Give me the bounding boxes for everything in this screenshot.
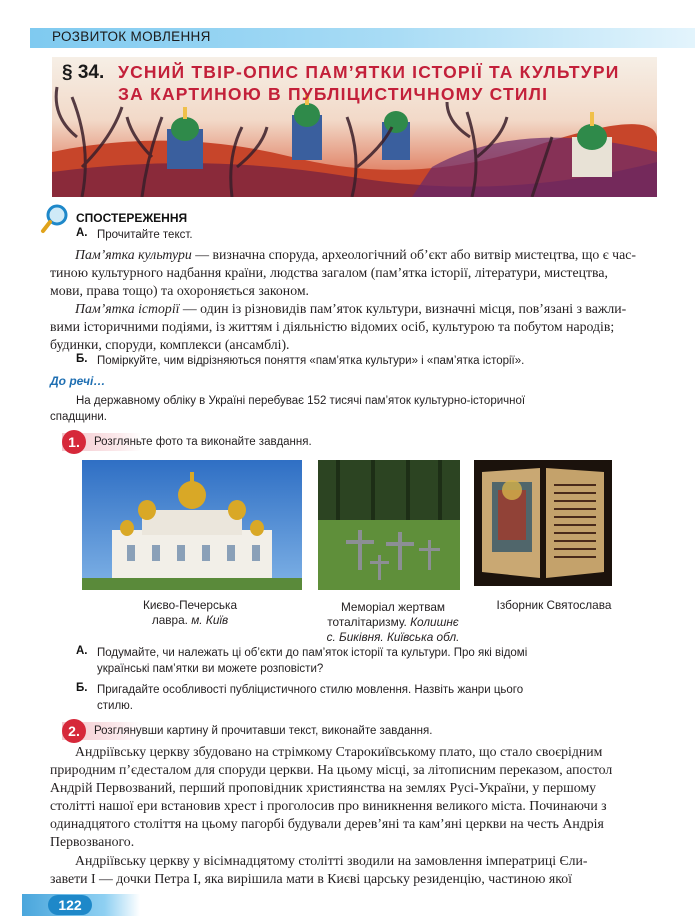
task-1-a-line-2: українські пам’ятки ви можете розповісти? <box>97 663 324 675</box>
task-a-text: Прочитайте текст. <box>97 229 193 241</box>
fact-heading: До речі… <box>50 374 106 388</box>
caption-lavra-place: м. Київ <box>191 613 229 627</box>
caption-memorial-line-3 <box>313 630 473 645</box>
caption-memorial-line-2 <box>313 615 473 630</box>
task-2-badge: 2. <box>62 719 86 743</box>
task-b-text: Поміркуйте, чим відрізняються поняття «пам’ятка культури» і «пам’ятка історії». <box>97 355 525 367</box>
observation-heading: СПОСТЕРЕЖЕННЯ <box>76 211 188 225</box>
text-paragraph-2-line-1: Андріївську церкву у вісімнадцятому столітті зводили на замовлення імператриці Єли- <box>75 853 588 868</box>
lesson-title-line-2: ЗА КАРТИНОЮ В ПУБЛІЦИСТИЧНОМУ СТИЛІ <box>118 84 549 104</box>
photo-izbornyk-sviatoslava <box>474 460 612 586</box>
definition-history-text: — один із різновидів пам’яток культури, визначні місця, пов’язані з важли- <box>179 301 627 316</box>
task-1-b-line-1: Пригадайте особливості публіцистичного стилю мовлення. Назвіть жанри цього <box>97 684 524 696</box>
text-paragraph-1-line-2: природним п’єдесталом для споруди церкви. На цьому місці, за літописним переказом, апостол <box>50 762 613 777</box>
photo-bykivnia-memorial <box>318 460 460 590</box>
caption-memorial-line-1: Меморіал жертвам <box>340 600 446 614</box>
caption-memorial <box>313 600 473 645</box>
definition-history-line-3: будинки, споруди, комплекси (ансамблі). <box>50 337 290 352</box>
caption-lavra <box>120 598 260 628</box>
definition-culture-line-2: тиною культурного надбання країни, людства загалом (пам’ятка історії, літератури, мистецтва, <box>50 265 608 280</box>
text-paragraph-1-line-4: столітті нашої ери встановив хрест і проголосив про виникнення великого міста. Починаючи з <box>50 798 607 813</box>
page-number: 122 <box>48 895 92 915</box>
task-1-b-label: Б. <box>76 682 88 694</box>
text-paragraph-1-line-1: Андріївську церкву збудовано на стрімкому Старокиївському плато, що стало своєрідним <box>75 744 603 759</box>
photo-kyiv-pechersk-lavra <box>82 460 302 590</box>
task-a-label: А. <box>76 227 88 239</box>
definition-culture-line-3: мови, права тощо) та охороняється законом. <box>50 283 310 298</box>
caption-memorial-place: Колишнє <box>410 615 459 629</box>
text-paragraph-1-line-3: Андрій Первозваний, перший проповідник християнства на землях Русі-України, у першому <box>50 780 597 795</box>
fact-line-2: спадщини. <box>50 411 107 423</box>
definition-history-line-2: вими історичними подіями, із життям і діяльністю відомих осіб, культурою та побутом народів; <box>50 319 615 334</box>
task-1-badge: 1. <box>62 430 86 454</box>
caption-lavra-line-2 <box>120 613 260 628</box>
paragraph-number: § 34. <box>62 62 105 83</box>
text-paragraph-2-line-2: завети І — дочки Петра І, яка вирішила мати в Києві царську резиденцію, частиною якої <box>50 871 572 886</box>
caption-lavra-name: лавра. <box>151 613 192 627</box>
task-2-instruction: Розглянувши картину й прочитавши текст, виконайте завдання. <box>94 725 433 737</box>
task-1-a-label: А. <box>76 645 88 657</box>
task-1-b-line-2: стилю. <box>97 700 133 712</box>
term-culture: Пам’ятка культури <box>75 247 192 262</box>
task-1-instruction: Розгляньте фото та виконайте завдання. <box>94 436 312 448</box>
definition-culture-line-1 <box>75 246 636 264</box>
lesson-title-line-1: УСНИЙ ТВІР-ОПИС ПАМ’ЯТКИ ІСТОРІЇ ТА КУЛЬТУРИ <box>118 62 620 82</box>
task-b-label: Б. <box>76 353 88 365</box>
magnifier-icon <box>40 204 68 234</box>
caption-lavra-line-1: Києво-Печерська <box>142 598 238 612</box>
section-header-title: РОЗВИТОК МОВЛЕННЯ <box>52 29 211 44</box>
caption-memorial-name: тоталітаризму. <box>327 615 411 629</box>
definition-history-line-1 <box>75 300 626 318</box>
caption-izbornyk: Ізборник Святослава <box>496 598 612 612</box>
caption-memorial-location: с. Биківня. Київська обл. <box>326 630 460 644</box>
text-paragraph-1-line-6: Первозваного. <box>50 834 135 849</box>
task-1-a-line-1: Подумайте, чи належать ці об’єкти до пам’яток історії та культури. Про які відомі <box>97 647 528 659</box>
fact-line-1: На державному обліку в Україні перебуває 152 тисячі пам’яток культурно-історичної <box>76 395 526 407</box>
text-paragraph-1-line-5: одинадцятого століття на цьому пагорбі будували дерев’яні та кам’яні церкви на честь Андрія <box>50 816 604 831</box>
term-history: Пам’ятка історії <box>75 301 180 316</box>
definition-culture-text: — визначна споруда, археологічний об’єкт або витвір мистецтва, що є час- <box>191 247 636 262</box>
